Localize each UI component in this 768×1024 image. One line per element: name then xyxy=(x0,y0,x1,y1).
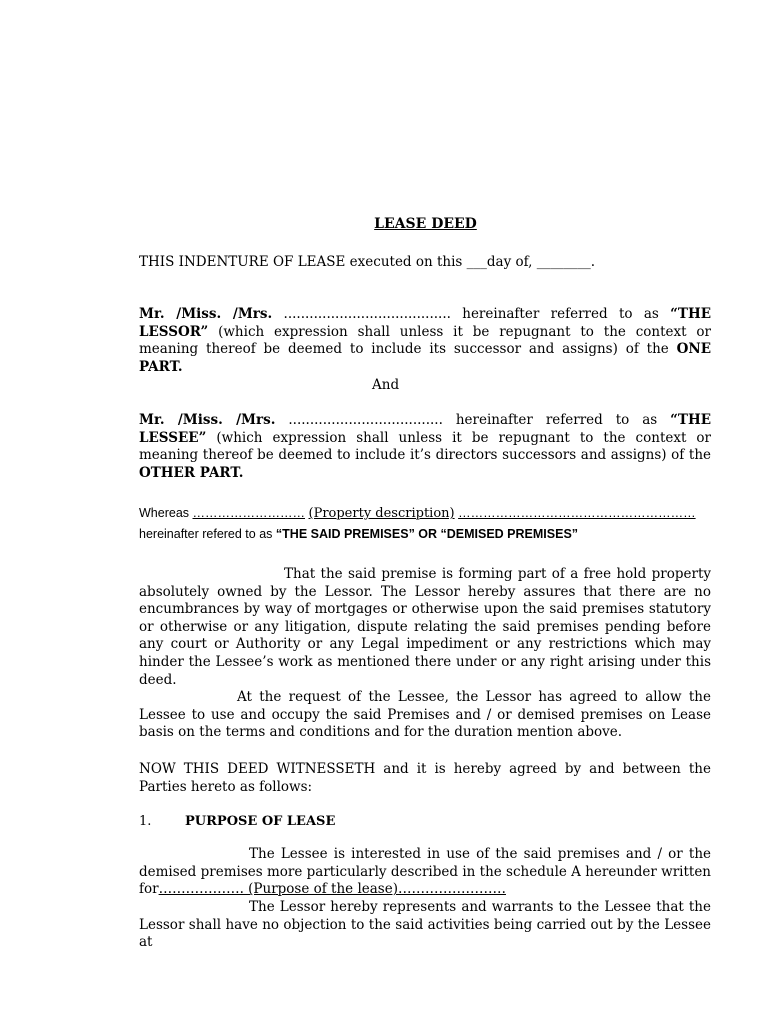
lessor-description: (which expression shall unless it be repugnant to the context or meaning thereof be deemed to include its successor and assigns) of the xyxy=(139,323,712,358)
whereas-blank-1: ……………………… xyxy=(192,506,306,520)
witnesseth-paragraph xyxy=(139,761,711,796)
lessee-description: (which expression shall unless it be repugnant to the context or meaning thereof be deemed to include it’s directors successors and assigns) of the xyxy=(139,429,711,464)
section-title: PURPOSE OF LEASE xyxy=(185,814,336,829)
represents-paragraph xyxy=(139,899,711,952)
lessor-label: “THE LESSOR” xyxy=(139,306,712,340)
section-1-heading xyxy=(139,813,711,831)
whereas-line-2 xyxy=(139,524,711,545)
witnesseth-text: NOW THIS DEED WITNESSETH and it is hereby agreed by and between the Parties hereto as follows: xyxy=(139,761,711,795)
request-text: At the request of the Lessee, the Lessor has agreed to allow the Lessee to use and occupy the said Premises and / or demised premises on Lease basis on the terms and conditions and for the duration mention above. xyxy=(139,689,711,741)
lessee-part: OTHER PART. xyxy=(139,464,244,481)
lessee-hereinafter: hereinafter referred to as xyxy=(455,412,658,428)
section-number: 1. xyxy=(139,814,152,829)
lessor-part: ONE PART. xyxy=(139,341,711,375)
document-title: LEASE DEED xyxy=(374,216,477,232)
lessor-paragraph xyxy=(139,306,711,376)
purpose-blank: ………………. (Purpose of the lease)…………………… xyxy=(158,881,506,898)
free-hold-text: That the said premise is forming part of a free hold property absolutely owned by the Lessor. The Lessor hereby assures that there are no encumbrances by way of mortgages or otherwise upon the said premises statutory or otherwise or any litigation, dispute relating the said premises pending before any court or Authority or any Legal impediment or any restrictions which may hinder the Lessee’s work as mentioned there under or any right arising under this deed. xyxy=(139,566,711,688)
intro-line xyxy=(139,254,711,272)
purpose-paragraph xyxy=(139,846,711,899)
lessor-dots: ....................................... xyxy=(283,306,451,322)
whereas-hereinafter: hereinafter refered to as xyxy=(139,527,273,541)
lessor-hereinafter: hereinafter referred to as xyxy=(462,306,659,322)
intro-text: THIS INDENTURE OF LEASE executed on this ___day of, ________. xyxy=(139,254,596,270)
request-paragraph xyxy=(139,689,711,742)
free-hold-paragraph xyxy=(139,566,711,689)
lessee-paragraph xyxy=(139,412,711,482)
lessee-dots: .................................... xyxy=(288,412,443,428)
said-premises-label: “THE SAID PREMISES” OR “DEMISED PREMISES” xyxy=(275,527,579,541)
whereas-blank-2: ………………………………………………… xyxy=(458,506,696,520)
lessor-prefix: Mr. /Miss. /Mrs. xyxy=(139,306,273,322)
represents-text: The Lessor hereby represents and warrants to the Lessee that the Lessor shall have no objection to the said activities being carried out by the Lessee at xyxy=(139,899,711,951)
lessee-label: “THE LESSEE” xyxy=(139,412,712,446)
whereas-paragraph xyxy=(139,503,711,545)
whereas-line-1 xyxy=(139,503,711,524)
whereas-word: Whereas xyxy=(139,506,190,520)
purpose-text: The Lessee is interested in use of the said premises and / or the demised premises more particularly described in the schedule A hereunder written for xyxy=(139,846,711,898)
property-description: (Property description) xyxy=(308,506,455,521)
and-separator: And xyxy=(372,377,400,393)
lessee-prefix: Mr. /Miss. /Mrs. xyxy=(139,412,276,428)
